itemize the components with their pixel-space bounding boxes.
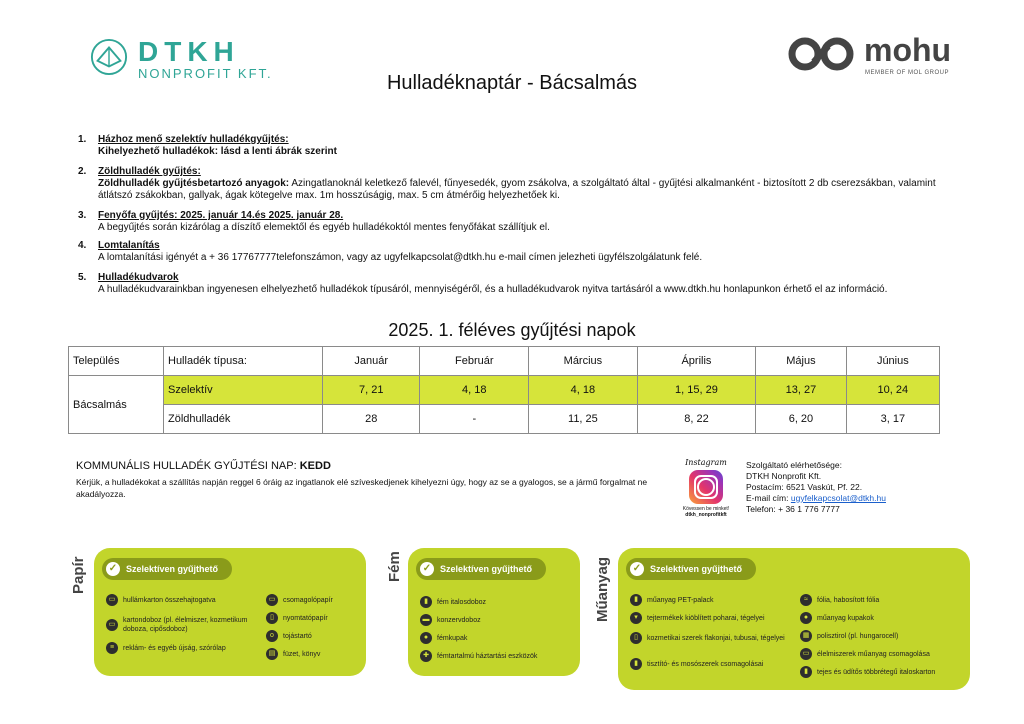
plastic-card: [618, 548, 970, 690]
col-header: Február: [420, 347, 529, 376]
tool-icon: ✚: [420, 650, 432, 662]
item-label: tejtermékek kiöblített poharai, tégelyei: [647, 614, 765, 622]
egg-carton-icon: o: [266, 630, 278, 642]
list-item: [266, 594, 361, 606]
info-text: A hulladékudvarainkban ingyenesen elhelyezhető hulladékok típusáról, mennyiségéről, és a hulladékudvarok nyitva tartásáról a www.dtkh.hu honlapunkon érhető el az információ.: [98, 284, 888, 295]
instagram-icon[interactable]: [689, 470, 723, 504]
paper-card: [94, 548, 366, 676]
info-text: A lomtalanítási igényét a + 36 17767777telefonszámon, vagy az ugyfelkapcsolat@dtkh.hu e-mail címen jelezheti ügyfélszolgálatunk felé.: [98, 252, 703, 263]
waste-type-cell: Zöldhulladék: [164, 405, 323, 434]
info-number: 3.: [78, 210, 87, 221]
plastic-label: Műanyag: [594, 556, 611, 622]
date-cell: 8, 22: [637, 405, 755, 434]
mohu-infinity-icon: [788, 34, 854, 74]
col-header: Március: [529, 347, 638, 376]
table-header-row: [69, 347, 940, 376]
mohu-name: mohu: [864, 32, 952, 68]
item-label: konzervdoboz: [437, 616, 481, 624]
list-item: [106, 594, 256, 606]
list-item: [630, 594, 790, 606]
contact-email-row: [746, 493, 966, 504]
item-label: kozmetikai szerek flakonjai, tubusai, tégelyei: [647, 634, 785, 642]
paper-sheet-icon: ▯: [266, 612, 278, 624]
instagram-wordmark: Instagram: [685, 458, 727, 467]
col-header: Hulladék típusa:: [164, 347, 323, 376]
info-text: Kihelyezhető hulladékok: lásd a lenti ábrák szerint: [98, 146, 337, 157]
metal-card: [408, 548, 580, 676]
info-number: 4.: [78, 240, 87, 251]
date-cell: -: [420, 405, 529, 434]
foil-icon: ≈: [800, 594, 812, 606]
cap-icon: ●: [800, 612, 812, 624]
item-label: hullámkarton összehajtogatva: [123, 596, 216, 604]
waste-type-cell: Szelektív: [164, 376, 323, 405]
check-icon: ✓: [420, 562, 434, 576]
list-item: [106, 616, 256, 634]
tube-icon: ▯: [630, 632, 642, 644]
card-header-label: Szelektíven gyűjthető: [440, 564, 533, 574]
info-item-pine: [78, 210, 948, 236]
col-header: Település: [69, 347, 164, 376]
styrofoam-icon: ▦: [800, 630, 812, 642]
item-label: élelmiszerek műanyag csomagolása: [817, 650, 930, 658]
contact-email-label: E-mail cím:: [746, 493, 791, 503]
contact-company: DTKH Nonprofit Kft.: [746, 471, 822, 481]
can-icon: ▮: [420, 596, 432, 608]
item-label: fém italosdoboz: [437, 598, 487, 606]
instagram-caption: Kövessen be minket!: [682, 506, 730, 512]
table-row: [69, 405, 940, 434]
info-number: 1.: [78, 134, 87, 145]
contact-block: [746, 460, 966, 515]
list-item: [800, 666, 965, 678]
list-item: [420, 614, 570, 626]
date-cell: 11, 25: [529, 405, 638, 434]
list-item: [630, 632, 790, 644]
tin-icon: ▬: [420, 614, 432, 626]
item-label: reklám- és egyéb újság, szórólap: [123, 644, 226, 652]
card-header-label: Szelektíven gyűjthető: [126, 564, 219, 574]
list-item: [266, 612, 361, 624]
book-icon: ▤: [266, 648, 278, 660]
date-cell: 6, 20: [756, 405, 847, 434]
date-cell: 4, 18: [529, 376, 638, 405]
item-label: polisztirol (pl. hungarocell): [817, 632, 899, 640]
table-row: [69, 376, 940, 405]
list-item: [630, 612, 790, 624]
item-label: műanyag kupakok: [817, 614, 874, 622]
date-cell: 13, 27: [756, 376, 847, 405]
cap-icon: ●: [420, 632, 432, 644]
package-icon: ▭: [266, 594, 278, 606]
list-item: [420, 596, 570, 608]
list-item: [800, 630, 965, 642]
item-label: fémkupak: [437, 634, 468, 642]
newspaper-icon: ≡: [106, 642, 118, 654]
item-label: csomagolópapír: [283, 596, 333, 604]
item-label: tisztító- és mosószerek csomagolásai: [647, 660, 764, 668]
metal-card-header: [416, 558, 546, 580]
box-icon: ▭: [106, 594, 118, 606]
col-header: Január: [323, 347, 420, 376]
date-cell: 7, 21: [323, 376, 420, 405]
page-title: Hulladéknaptár - Bácsalmás: [386, 72, 638, 94]
info-text-bold: Zöldhulladék gyűjtésbetartozó anyagok:: [98, 178, 290, 189]
schedule-title: 2025. 1. féléves gyűjtési napok: [388, 320, 636, 340]
dtkh-sub: NONPROFIT KFT.: [138, 66, 273, 81]
item-label: nyomtatópapír: [283, 614, 328, 622]
communal-day: KEDD: [299, 460, 331, 472]
item-label: füzet, könyv: [283, 650, 321, 658]
item-label: fémtartalmú háztartási eszközök: [437, 652, 538, 660]
info-heading: Fenyőfa gyűjtés: 2025. január 14.és 2025. január 28.: [98, 210, 344, 221]
info-number: 5.: [78, 272, 87, 283]
col-header: Április: [637, 347, 755, 376]
list-item: [420, 650, 575, 662]
bottle-icon: ▮: [630, 594, 642, 606]
date-cell: 28: [323, 405, 420, 434]
item-label: műanyag PET-palack: [647, 596, 714, 604]
col-header: Június: [846, 347, 939, 376]
contact-title: Szolgáltató elérhetősége:: [746, 460, 842, 470]
communal-heading-prefix: KOMMUNÁLIS HULLADÉK GYŰJTÉSI NAP:: [76, 460, 300, 472]
col-header: Május: [756, 347, 847, 376]
dtkh-name: DTKH: [138, 36, 240, 67]
info-heading: Hulladékudvarok: [98, 272, 179, 283]
town-cell: Bácsalmás: [69, 376, 164, 434]
date-cell: 4, 18: [420, 376, 529, 405]
contact-phone: Telefon: + 36 1 776 7777: [746, 504, 840, 514]
item-label: kartondoboz (pl. élelmiszer, kozmetikum doboza, cipősdoboz): [123, 617, 248, 633]
info-text-rest: Azingatlanoknál keletkező falevél, fűnyesedék, gyom zsákolva, a szolgáltató által - gyűjtési alkalmanként - biztosított 2 db cserezsákban, valamint átlátszó zsákokban, gallyak, ágak kötegelve max. 1m hosszúságig, max. 5 cm átmérőig helyezhetőek ki.: [98, 178, 936, 201]
list-item: [420, 632, 570, 644]
cup-icon: ▾: [630, 612, 642, 624]
list-item: [630, 658, 790, 670]
food-pack-icon: ▭: [800, 648, 812, 660]
date-cell: 3, 17: [846, 405, 939, 434]
list-item: [800, 594, 965, 606]
item-label: fólia, habosított fólia: [817, 596, 880, 604]
paper-card-header: [102, 558, 232, 580]
list-item: [800, 648, 965, 660]
communal-text: Kérjük, a hulladékokat a szállítás napján reggel 6 óráig az ingatlanok elé szíveskedjenek kihelyezni úgy, hogy az se a gyalogos, se a jármű forgalmat ne akadályozza.: [76, 477, 648, 499]
item-label: tejes és üdítős többrétegű italoskarton: [817, 668, 936, 676]
date-cell: 1, 15, 29: [637, 376, 755, 405]
info-heading: Lomtalanítás: [98, 240, 160, 251]
communal-heading: [76, 460, 666, 472]
info-number: 2.: [78, 166, 87, 177]
info-item-selective: [78, 134, 948, 160]
instagram-block[interactable]: [676, 458, 736, 528]
box-icon: ▭: [106, 619, 118, 631]
check-icon: ✓: [106, 562, 120, 576]
info-heading: Házhoz menő szelektív hulladékgyűjtés:: [98, 134, 289, 145]
schedule-table: [68, 346, 940, 434]
info-text: [98, 178, 948, 202]
info-item-bulky: [78, 240, 948, 266]
instagram-handle: dtkh_nonprofitkft: [685, 512, 727, 518]
detergent-icon: ▮: [630, 658, 642, 670]
plastic-card-header: [626, 558, 756, 580]
item-label: tojástartó: [283, 632, 312, 640]
info-item-green: [78, 166, 948, 206]
info-item-yards: [78, 272, 948, 312]
contact-address: Postacím: 6521 Vaskút, Pf. 22.: [746, 482, 863, 492]
date-cell: 10, 24: [846, 376, 939, 405]
list-item: [266, 648, 361, 660]
dtkh-leaf-icon: [90, 38, 128, 76]
carton-icon: ▮: [800, 666, 812, 678]
info-text: A begyűjtés során kizárólag a díszítő elemektől és egyéb hulladékoktól mentes fenyőfákat szállítjuk el.: [98, 222, 550, 233]
list-item: [266, 630, 361, 642]
info-heading: Zöldhulladék gyűjtés:: [98, 166, 201, 177]
check-icon: ✓: [630, 562, 644, 576]
metal-label: Fém: [386, 551, 403, 582]
contact-email-link[interactable]: ugyfelkapcsolat@dtkh.hu: [790, 493, 886, 503]
paper-label: Papír: [70, 556, 87, 594]
list-item: [106, 642, 256, 654]
list-item: [800, 612, 965, 624]
communal-note: [76, 460, 666, 500]
card-header-label: Szelektíven gyűjthető: [650, 564, 743, 574]
mohu-sub: MEMBER OF MOL GROUP: [865, 70, 949, 76]
